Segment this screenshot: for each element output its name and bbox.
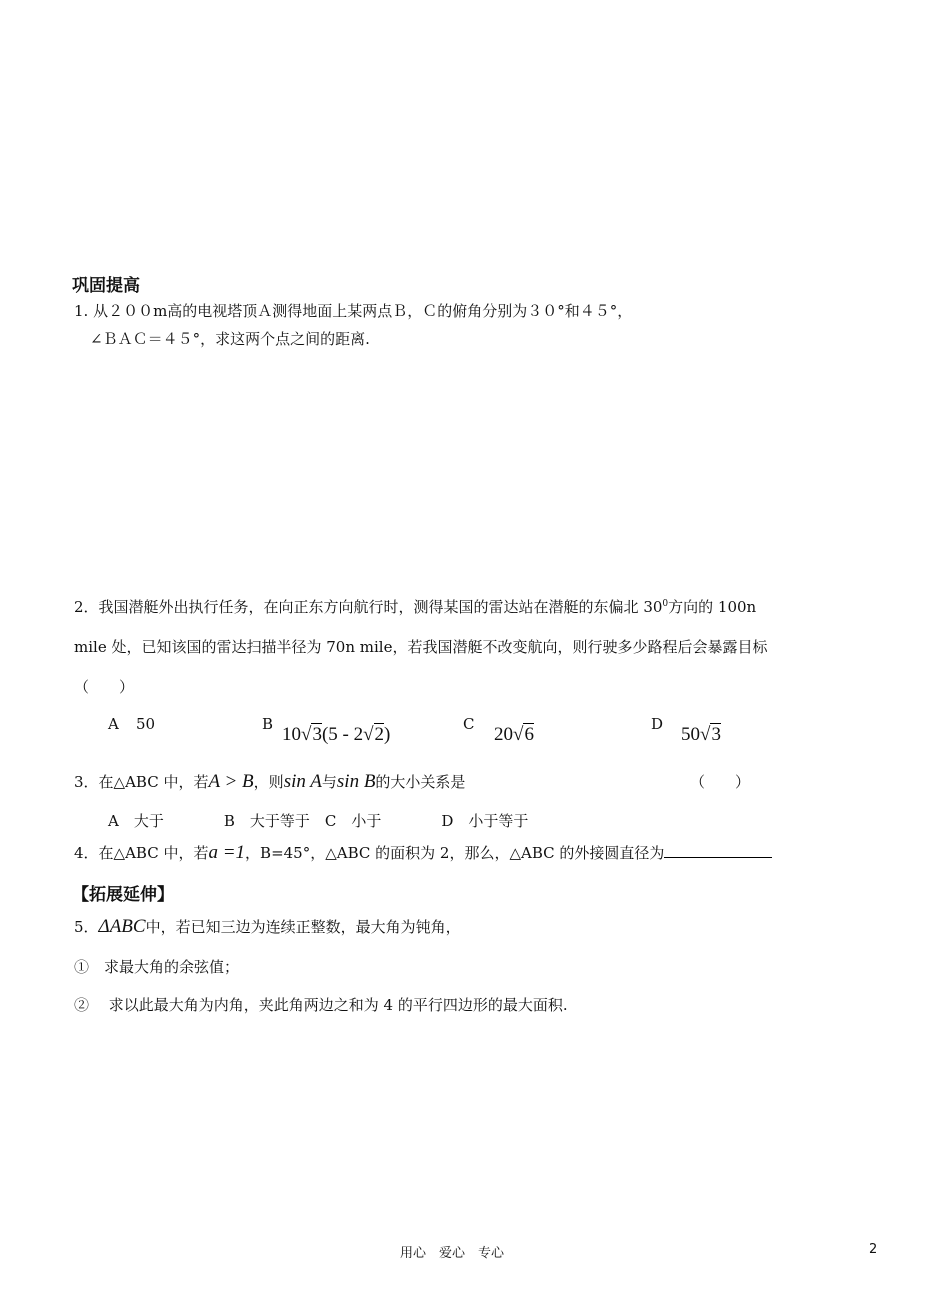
q2-option-b-letter: B	[262, 715, 274, 733]
q4-stem	[74, 842, 772, 864]
q3-options: A 大于 B 大于等于 C 小于 D 小于等于	[108, 812, 529, 830]
q5-stem	[74, 916, 461, 938]
q3-stem	[74, 771, 465, 793]
q3-answer-paren: （ ）	[690, 773, 751, 791]
q3-sinB: sin B	[336, 771, 376, 792]
q1-line2: ∠ＢＡＣ＝４５°，求这两个点之间的距离.	[90, 330, 370, 348]
q5-item2: ② 求以此最大角为内角，夹此角两边之和为 4 的平行四边形的最大面积.	[74, 996, 568, 1014]
q2-option-b-value: 10√3(5 - 2√2)	[282, 724, 391, 745]
q5-triangle: ΔABC	[98, 916, 146, 937]
q4-condition: a =1	[208, 842, 246, 863]
q2-line1-text: 2．我国潜艇外出执行任务，在向正东方向航行时，测得某国的雷达站在潜艇的东偏北 30	[74, 598, 663, 616]
q2-answer-paren: （ ）	[74, 678, 135, 696]
q2-degree-superscript: 0	[662, 599, 669, 609]
q2-option-d-value: 50√3	[681, 724, 721, 745]
q3-suffix: 的大小关系是	[375, 773, 466, 791]
q3-sinA: sin A	[283, 771, 322, 792]
q3-mid1: ，则	[253, 773, 284, 791]
q2-option-c-value: 20√6	[494, 724, 534, 745]
section-heading-extension: 【拓展延伸】	[72, 885, 174, 905]
q3-prefix: 3．在△ABC 中，若	[74, 773, 209, 791]
q2-line2: mile 处，已知该国的雷达扫描半径为 70n mile，若我国潜艇不改变航向，则行驶多少路程后会暴露目标	[74, 638, 768, 656]
q5-prefix: 5．	[74, 918, 99, 936]
q2-option-c-letter: C	[463, 715, 475, 733]
q4-answer-blank[interactable]	[664, 843, 772, 858]
q2-option-a-value: 50	[136, 715, 156, 733]
q2-option-d-letter: D	[651, 715, 664, 733]
q3-mid2: 与	[321, 773, 337, 791]
q4-suffix: ，B=45°，△ABC 的面积为 2，那么，△ABC 的外接圆直径为	[245, 844, 665, 862]
section-heading-consolidate: 巩固提高	[72, 276, 140, 296]
q1-line1: 1. 从２００m高的电视塔顶Ａ测得地面上某两点Ｂ，Ｃ的俯角分别为３０°和４５°，	[74, 302, 633, 320]
footer-motto: 用心 爱心 专心	[400, 1246, 505, 1261]
page-number: 2	[869, 1242, 878, 1257]
q2-line1-text-b: 方向的 100n	[668, 598, 757, 616]
q2-option-a-letter: A	[108, 715, 119, 733]
q4-prefix: 4．在△ABC 中，若	[74, 844, 209, 862]
q5-suffix: 中，若已知三边为连续正整数，最大角为钝角，	[145, 918, 461, 936]
q5-item1: ① 求最大角的余弦值；	[74, 958, 240, 976]
q3-condition: A > B	[208, 771, 254, 792]
q2-line1	[74, 596, 756, 617]
